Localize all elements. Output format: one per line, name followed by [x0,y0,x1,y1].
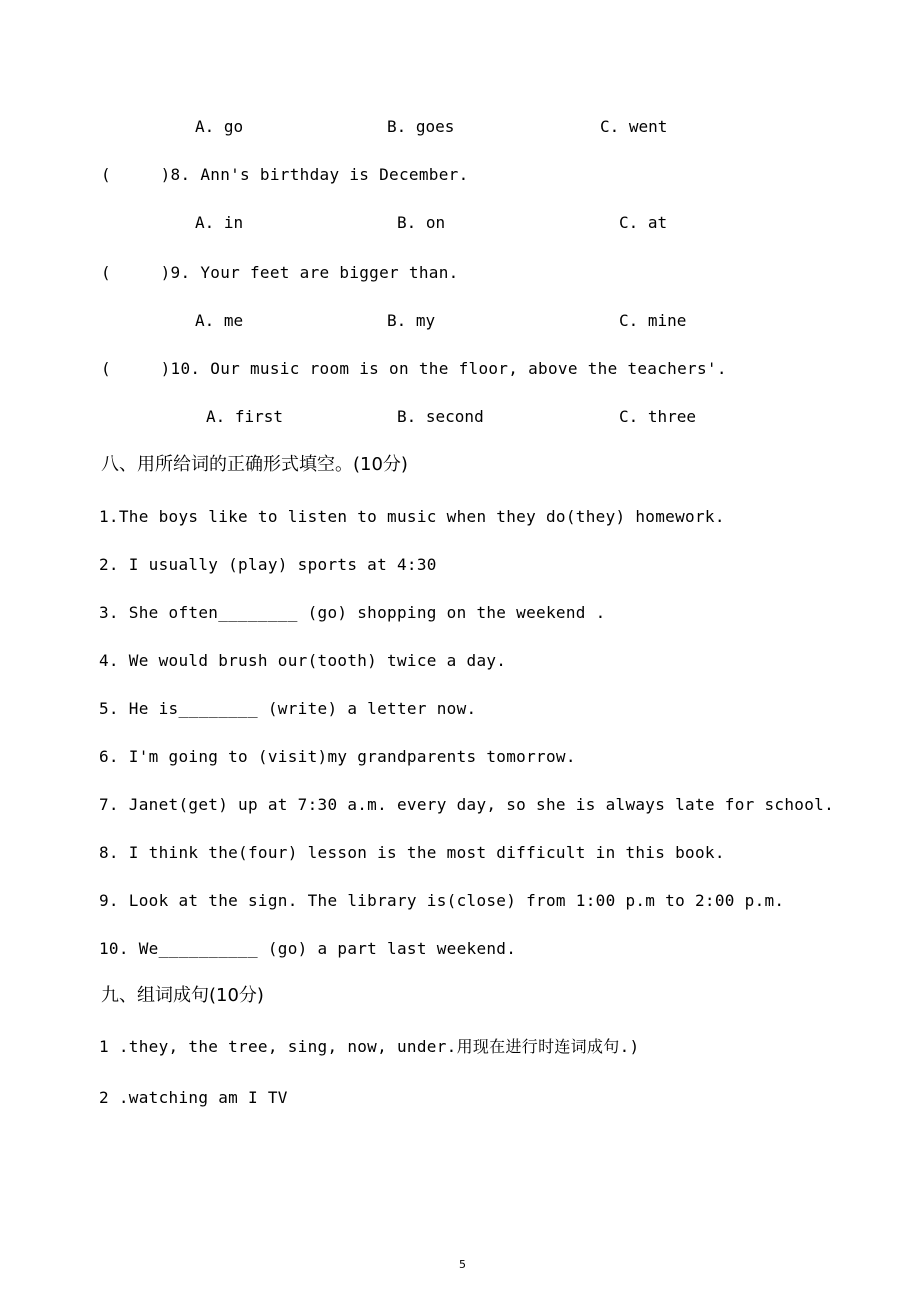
section-8-item-7: 7. Janet(get) up at 7:30 a.m. every day, so she is always late for school. [99,795,835,814]
q10-option-b: B. second [397,407,484,426]
q7-option-c: C. went [600,117,668,136]
section-8-item-5: 5. He is________ (write) a letter now. [99,699,477,718]
q9-option-b: B. my [387,311,436,330]
page-number: 5 [459,1258,466,1271]
q8-option-c: C. at [619,213,668,232]
section-8-item-6: 6. I'm going to (visit)my grandparents tomorrow. [99,747,576,766]
section-8-item-1: 1.The boys like to listen to music when they do(they) homework. [99,507,725,526]
section-8-item-10: 10. We__________ (go) a part last weekend. [99,939,517,958]
section-8-title: 八、用所给词的正确形式填空。(10分) [101,454,408,475]
q9-option-a: A. me [195,311,244,330]
section-8-item-8: 8. I think the(four) lesson is the most difficult in this book. [99,843,725,862]
question-10-prompt: ( )10. Our music room is on the floor, above the teachers'. [101,359,727,378]
section-9-item-1: 1 .they, the tree, sing, now, under.用现在进行时连词成句.) [99,1037,640,1056]
question-8-prompt: ( )8. Ann's birthday is December. [101,165,469,184]
section-8-item-3: 3. She often________ (go) shopping on the weekend . [99,603,606,622]
question-9-prompt: ( )9. Your feet are bigger than. [101,263,459,282]
section-9-title: 九、组词成句(10分) [101,985,264,1006]
q7-option-a: A. go [195,117,244,136]
q7-option-b: B. goes [387,117,455,136]
q9-option-c: C. mine [619,311,687,330]
section-8-item-9: 9. Look at the sign. The library is(close) from 1:00 p.m to 2:00 p.m. [99,891,785,910]
section-8-item-2: 2. I usually (play) sports at 4:30 [99,555,437,574]
q8-option-b: B. on [397,213,446,232]
section-9-item-2: 2 .watching am I TV [99,1088,288,1107]
q8-option-a: A. in [195,213,244,232]
q10-option-a: A. first [206,407,284,426]
section-8-item-4: 4. We would brush our(tooth) twice a day. [99,651,507,670]
q10-option-c: C. three [619,407,697,426]
